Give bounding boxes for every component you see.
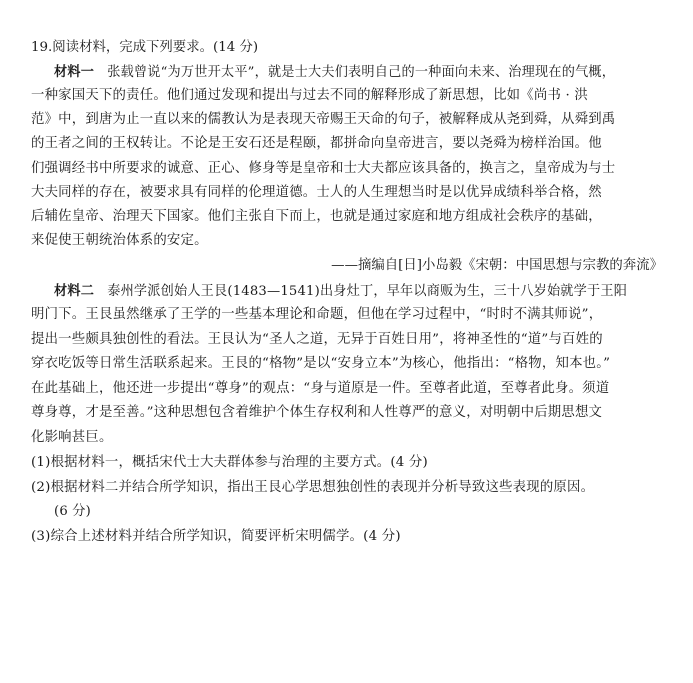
material1-line-5: 们强调经书中所要求的诚意、正心、修身等是皇帝和士大夫都应该具备的，换言之，皇帝成为与士 [31,161,616,176]
material2-text: 泰州学派创始人王艮(1483—1541)出身灶丁，早年以商贩为生，三十八岁始就学于王阳 [107,284,628,299]
task-2-score: (6 分) [54,504,91,519]
material2-line-5: 在此基础上，他还进一步提出“尊身”的观点：“身与道原是一件。至尊者此道，至尊者此身。须道 [31,381,610,396]
material2-line-7: 化影响甚巨。 [31,430,113,445]
material1-line-8: 来促使王朝统治体系的安定。 [31,233,208,248]
material2-line-3: 提出一些颇具独创性的看法。王艮认为“圣人之道，无异于百姓日用”，将神圣性的“道”与百姓的 [31,332,603,347]
material2-line-1 [54,282,673,301]
question-number: 19. [31,40,53,55]
material1-line-2: 一种家国天下的责任。他们通过发现和提出与过去不同的解释形成了新思想，比如《尚书 · 洪 [31,88,588,103]
material1-line-6: 大夫同样的存在，被要求具有同样的伦理道德。士人的人生理想当时是以优异成绩科举合格，然 [31,185,602,200]
material2-line-6: 尊身尊，才是至善。”这种思想包含着维护个体生存权利和人性尊严的意义，对明朝中后期思想文 [31,405,603,420]
material2-label: 材料二 [54,283,95,299]
material1-source: ——摘编自[日]小岛毅《宋朝：中国思想与宗教的奔流》 [331,258,663,273]
material1-line-4: 的王者之间的王权转让。不论是王安石还是程颐，都拼命向皇帝进言，要以尧舜为榜样治国。他 [31,136,602,151]
task-1: (1)根据材料一，概括宋代士大夫群体参与治理的主要方式。(4 分) [31,455,428,470]
material2-line-2: 明门下。王艮虽然继承了王学的一些基本理论和命题，但他在学习过程中，“时时不满其师说”， [31,307,603,322]
material1-label: 材料一 [54,64,95,80]
question-prompt: 阅读材料，完成下列要求。(14 分) [52,40,259,55]
material1-line-1 [54,63,673,82]
material1-text: 张载曾说“为万世开太平”，就是士大夫们表明自己的一种面向未来、治理现在的气概， [107,65,616,80]
material1-line-3: 范》中，到唐为止一直以来的儒教认为是表现天帝赐王天命的句子，被解释成从尧到舜，从舜到禹 [31,112,616,127]
task-2: (2)根据材料二并结合所学知识，指出王艮心学思想独创性的表现并分析导致这些表现的原因。 [31,480,595,495]
material1-line-7: 后辅佐皇帝、治理天下国家。他们主张自下而上，也就是通过家庭和地方组成社会秩序的基础， [31,209,602,224]
task-3: (3)综合上述材料并结合所学知识，简要评析宋明儒学。(4 分) [31,529,401,544]
question-heading [31,39,258,57]
material2-line-4: 穿衣吃饭等日常生活联系起来。王艮的“格物”是以“安身立本”为核心，他指出：“格物，知本也。” [31,356,611,371]
